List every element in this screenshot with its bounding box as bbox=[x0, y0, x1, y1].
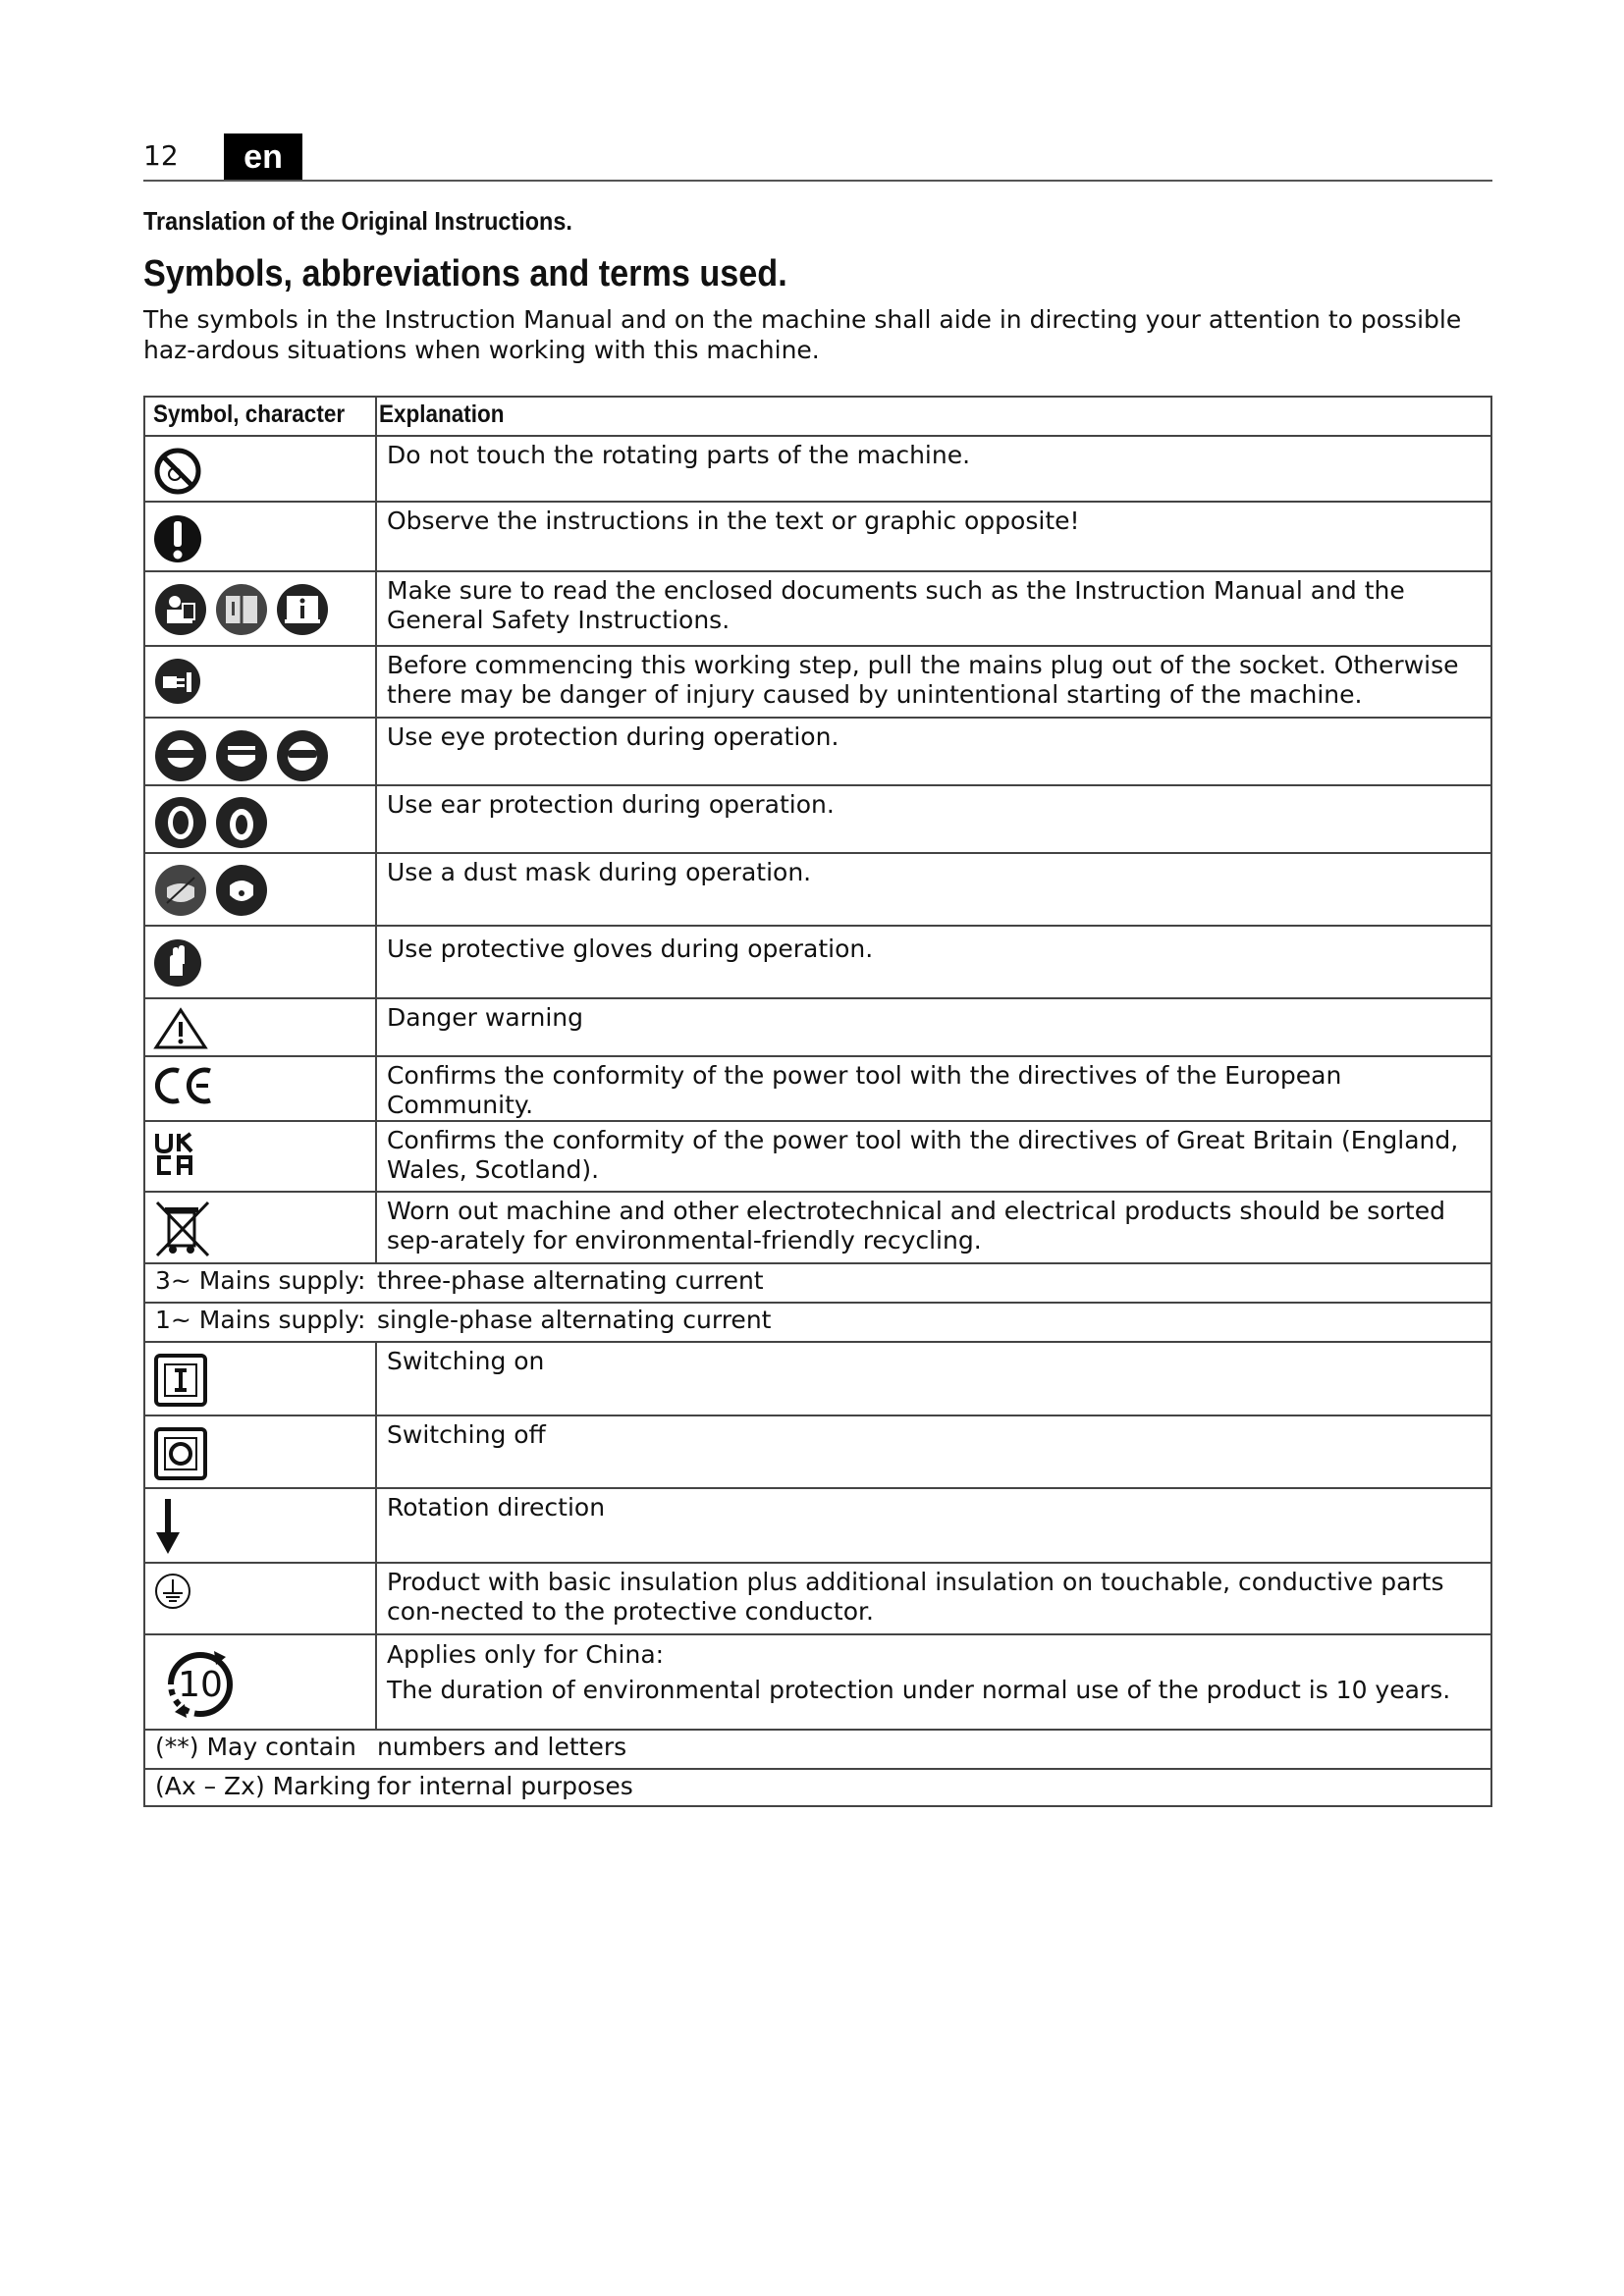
mains-text: single-phase alternating current bbox=[377, 1306, 772, 1334]
ce-mark-icon bbox=[153, 1065, 216, 1106]
page-number: 12 bbox=[143, 139, 179, 172]
epup-10-label: 10 bbox=[178, 1665, 223, 1705]
row-text: Use ear protection during operation. bbox=[387, 790, 835, 819]
table-row bbox=[144, 926, 1491, 998]
table-row bbox=[144, 1342, 1491, 1415]
table-header-row bbox=[144, 397, 1491, 436]
note-symbol: (**) May contain bbox=[155, 1733, 356, 1761]
row-text: Confirms the conformity of the power tool with the directives of Great Britain (England, Wales, Scotland). bbox=[387, 1126, 1459, 1184]
danger-warning-icon bbox=[153, 1007, 208, 1050]
mains-symbol: 1~ Mains supply: bbox=[155, 1306, 366, 1334]
row-text: Rotation direction bbox=[387, 1493, 606, 1522]
row-text: Observe the instructions in the text or graphic opposite! bbox=[387, 507, 1080, 535]
table-row bbox=[144, 1730, 1491, 1769]
table-row bbox=[144, 853, 1491, 926]
intro-paragraph: The symbols in the Instruction Manual and on the machine shall aide in directing your attention to possible haz-ardous situations when working with this machine. bbox=[143, 305, 1462, 364]
subtitle: Translation of the Original Instructions. bbox=[143, 206, 572, 236]
table-row bbox=[144, 646, 1491, 718]
switch-on-icon bbox=[153, 1353, 208, 1408]
table-row bbox=[144, 571, 1491, 646]
respirator-icon bbox=[214, 862, 269, 919]
table-row bbox=[144, 1192, 1491, 1263]
mains-text: three-phase alternating current bbox=[377, 1266, 764, 1295]
dust-mask-icon bbox=[153, 862, 208, 919]
table-row bbox=[144, 1056, 1491, 1121]
table-row bbox=[144, 785, 1491, 853]
epup-10-icon bbox=[153, 1643, 247, 1726]
note-text: numbers and letters bbox=[377, 1733, 627, 1761]
goggles-icon bbox=[275, 728, 330, 783]
mains-symbol: 3~ Mains supply: bbox=[155, 1266, 366, 1295]
protective-earth-icon bbox=[153, 1572, 192, 1611]
row-text: Switching on bbox=[387, 1347, 545, 1375]
eye-protection-icon bbox=[153, 728, 208, 783]
ear-protection-icon bbox=[153, 794, 208, 851]
table-row bbox=[144, 1634, 1491, 1730]
page-title: Symbols, abbreviations and terms used. bbox=[143, 253, 787, 294]
open-manual-icon bbox=[214, 582, 269, 637]
language-badge: en bbox=[224, 133, 302, 181]
table-row bbox=[144, 502, 1491, 571]
table-row bbox=[144, 1769, 1491, 1806]
china-line1: Applies only for China: bbox=[387, 1640, 665, 1669]
rotation-arrow-icon bbox=[153, 1497, 183, 1556]
mandatory-exclamation-icon bbox=[153, 512, 202, 565]
face-shield-icon bbox=[214, 728, 269, 783]
ukca-mark-icon bbox=[153, 1130, 198, 1179]
col-explanation-header: Explanation bbox=[379, 400, 505, 428]
row-text: Danger warning bbox=[387, 1003, 583, 1032]
table-row bbox=[144, 1263, 1491, 1303]
read-manual-icon bbox=[153, 582, 208, 637]
header-rule bbox=[143, 180, 1492, 182]
row-text: Use eye protection during operation. bbox=[387, 722, 839, 751]
crossed-bin-icon bbox=[153, 1199, 212, 1259]
ear-muffs-icon bbox=[214, 794, 269, 851]
row-text: Make sure to read the enclosed documents such as the Instruction Manual and the General Safety Instructions. bbox=[387, 576, 1405, 634]
row-text: Worn out machine and other electrotechnical and electrical products should be sorted sep-arately for environmental-friendly recycling. bbox=[387, 1197, 1445, 1255]
note-symbol: (Ax – Zx) Marking bbox=[155, 1772, 371, 1800]
china-line2: The duration of environmental protection under normal use of the product is 10 years. bbox=[387, 1676, 1451, 1704]
table-row bbox=[144, 1488, 1491, 1563]
table-row bbox=[144, 1121, 1491, 1192]
row-text: Use protective gloves during operation. bbox=[387, 934, 874, 963]
row-text: Do not touch the rotating parts of the machine. bbox=[387, 441, 971, 469]
col-symbol-header: Symbol, character bbox=[153, 400, 346, 428]
row-text: Product with basic insulation plus additional insulation on touchable, conductive parts con-nected to the protective conductor. bbox=[387, 1568, 1444, 1626]
table-row bbox=[144, 1415, 1491, 1488]
gloves-icon bbox=[153, 936, 202, 989]
table-row bbox=[144, 718, 1491, 785]
switch-off-icon bbox=[153, 1426, 208, 1481]
symbols-table bbox=[143, 396, 1492, 1807]
table-row bbox=[144, 1563, 1491, 1634]
no-touch-rotating-icon bbox=[153, 447, 202, 496]
row-text: Switching off bbox=[387, 1420, 546, 1449]
row-text: Before commencing this working step, pull the mains plug out of the socket. Otherwise there may be danger of injury caused by unintentional starting of the machine. bbox=[387, 651, 1459, 709]
table-row bbox=[144, 1303, 1491, 1342]
row-text: Use a dust mask during operation. bbox=[387, 858, 812, 886]
note-text: for internal purposes bbox=[377, 1772, 633, 1800]
row-text: Confirms the conformity of the power tool with the directives of the European Community. bbox=[387, 1061, 1342, 1119]
table-row bbox=[144, 436, 1491, 502]
manual-info-icon bbox=[275, 582, 330, 637]
page-header bbox=[143, 133, 1492, 181]
table-row bbox=[144, 998, 1491, 1056]
unplug-mains-icon bbox=[153, 657, 202, 706]
